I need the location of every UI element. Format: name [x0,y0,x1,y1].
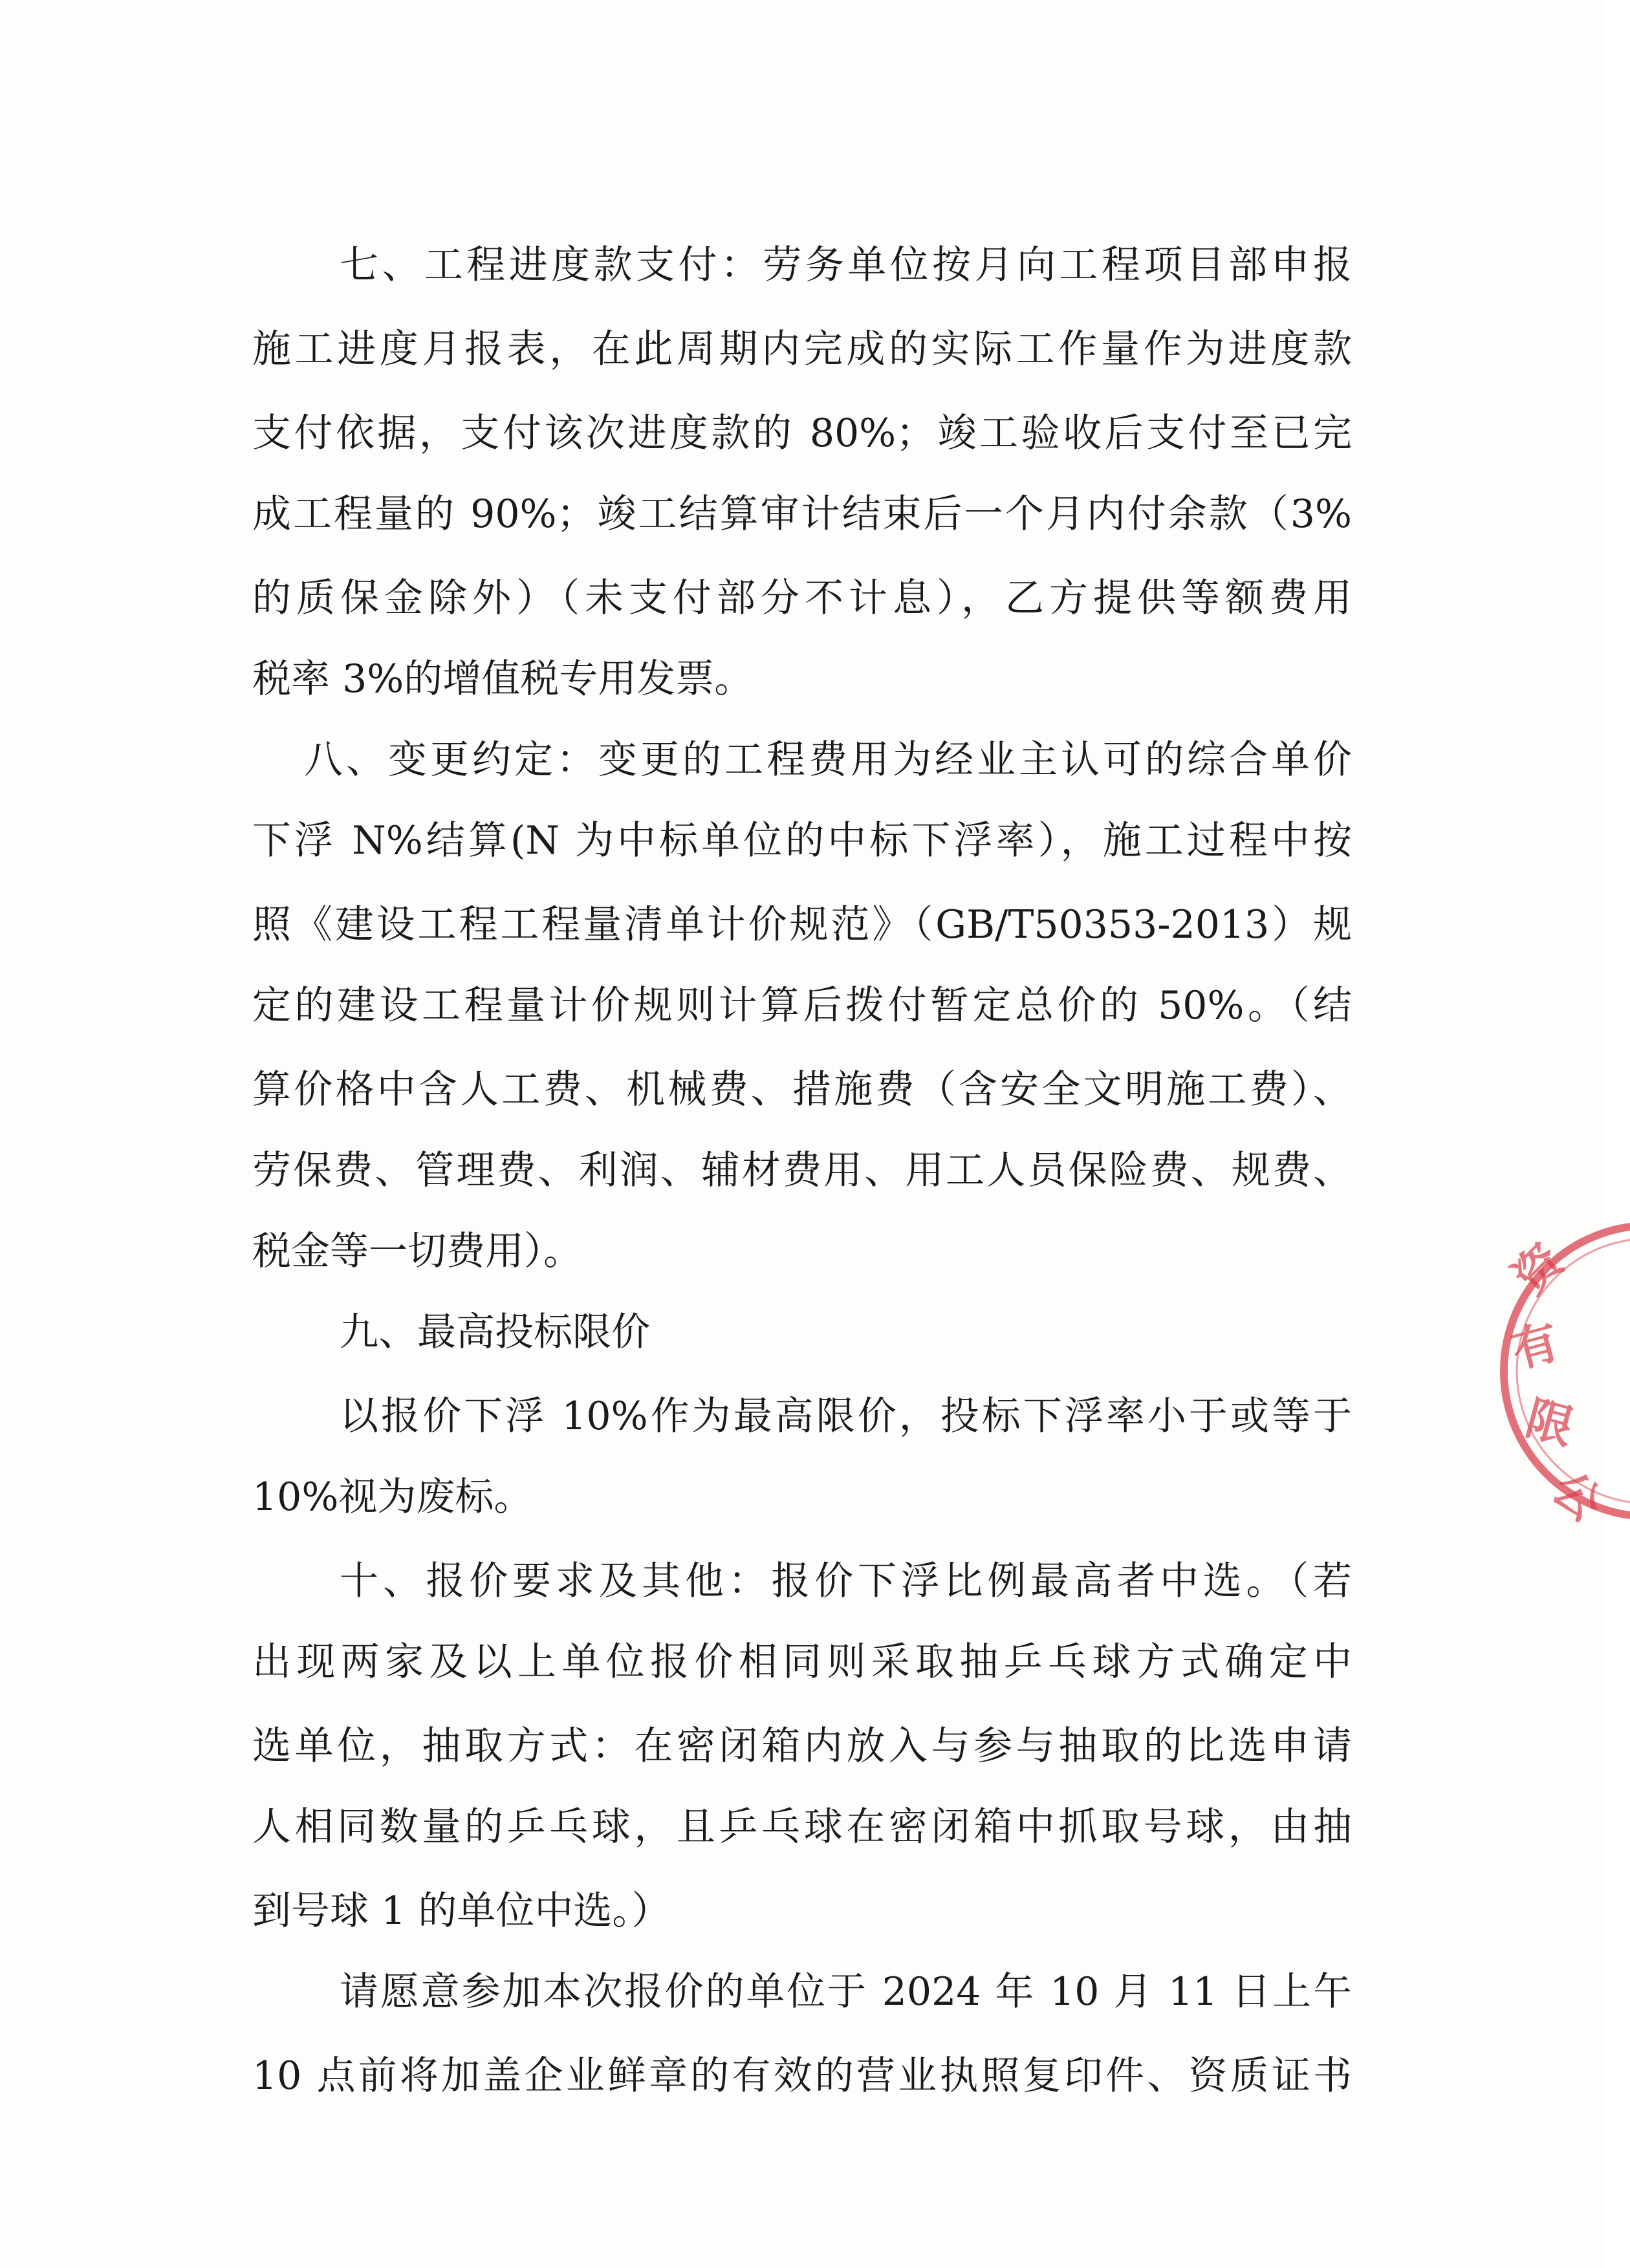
p10-line-3: 选单位，抽取方式：在密闭箱内放入与参与抽取的比选申请 [252,1723,1352,1769]
p8-line-2: 下浮 N%结算(N 为中标单位的中标下浮率），施工过程中按 [252,818,1352,863]
p8-line-4: 定的建设工程量计价规则计算后拨付暂定总价的 50%。（结 [252,983,1352,1028]
svg-text:限: 限 [1520,1390,1580,1456]
p11-line-2: 10 点前将加盖企业鲜章的有效的营业执照复印件、资质证书 [252,2053,1352,2099]
p8-line-6: 劳保费、管理费、利润、辅材费用、用工人员保险费、规费、 [252,1148,1352,1193]
p8-line-1: 八、变更约定：变更的工程费用为经业主认可的综合单价 [304,737,1352,783]
p7-line-2: 施工进度月报表，在此周期内完成的实际工作量作为进度款 [252,327,1352,372]
p7-line-5: 的质保金除外）（未支付部分不计息），乙方提供等额费用 [252,576,1352,621]
p9-line-2: 10%视为废标。 [252,1474,533,1520]
p10-line-2: 出现两家及以上单位报价相同则采取抽乒乓球方式确定中 [252,1639,1352,1685]
p7-line-6: 税率 3%的增值税专用发票。 [252,656,754,702]
p8-line-5: 算价格中含人工费、机械费、措施费（含安全文明施工费）、 [252,1067,1352,1112]
svg-text:公: 公 [1542,1460,1613,1533]
p8-line-7: 税金等一切费用）。 [252,1229,582,1274]
p11-line-1: 请愿意参加本次报价的单位于 2024 年 10 月 11 日上午 [340,1969,1352,2014]
p8-line-3: 照《建设工程工程量清单计价规范》（GB/T50353-2013）规 [252,902,1352,947]
p7-line-4: 成工程量的 90%；竣工结算审计结束后一个月内付余款（3% [252,491,1352,537]
p7-line-3: 支付依据，支付该次进度款的 80%；竣工验收后支付至已完 [252,411,1352,456]
company-seal-graphic [1488,1209,1630,1533]
p7-line-1: 七、工程进度款支付：劳务单位按月向工程项目部申报 [340,243,1352,288]
svg-text:资: 资 [1501,1232,1574,1305]
p10-line-4: 人相同数量的乒乓球，且乒乓球在密闭箱中抓取号球，由抽 [252,1804,1352,1850]
company-seal [1488,1209,1630,1533]
svg-text:有: 有 [1505,1313,1565,1379]
p10-line-1: 十、报价要求及其他：报价下浮比例最高者中选。（若 [340,1559,1352,1604]
p9-title: 九、最高投标限价 [340,1310,650,1355]
p10-line-5: 到号球 1 的单位中选。） [252,1888,671,1934]
p9-line-1: 以报价下浮 10%作为最高限价，投标下浮率小于或等于 [340,1394,1352,1439]
